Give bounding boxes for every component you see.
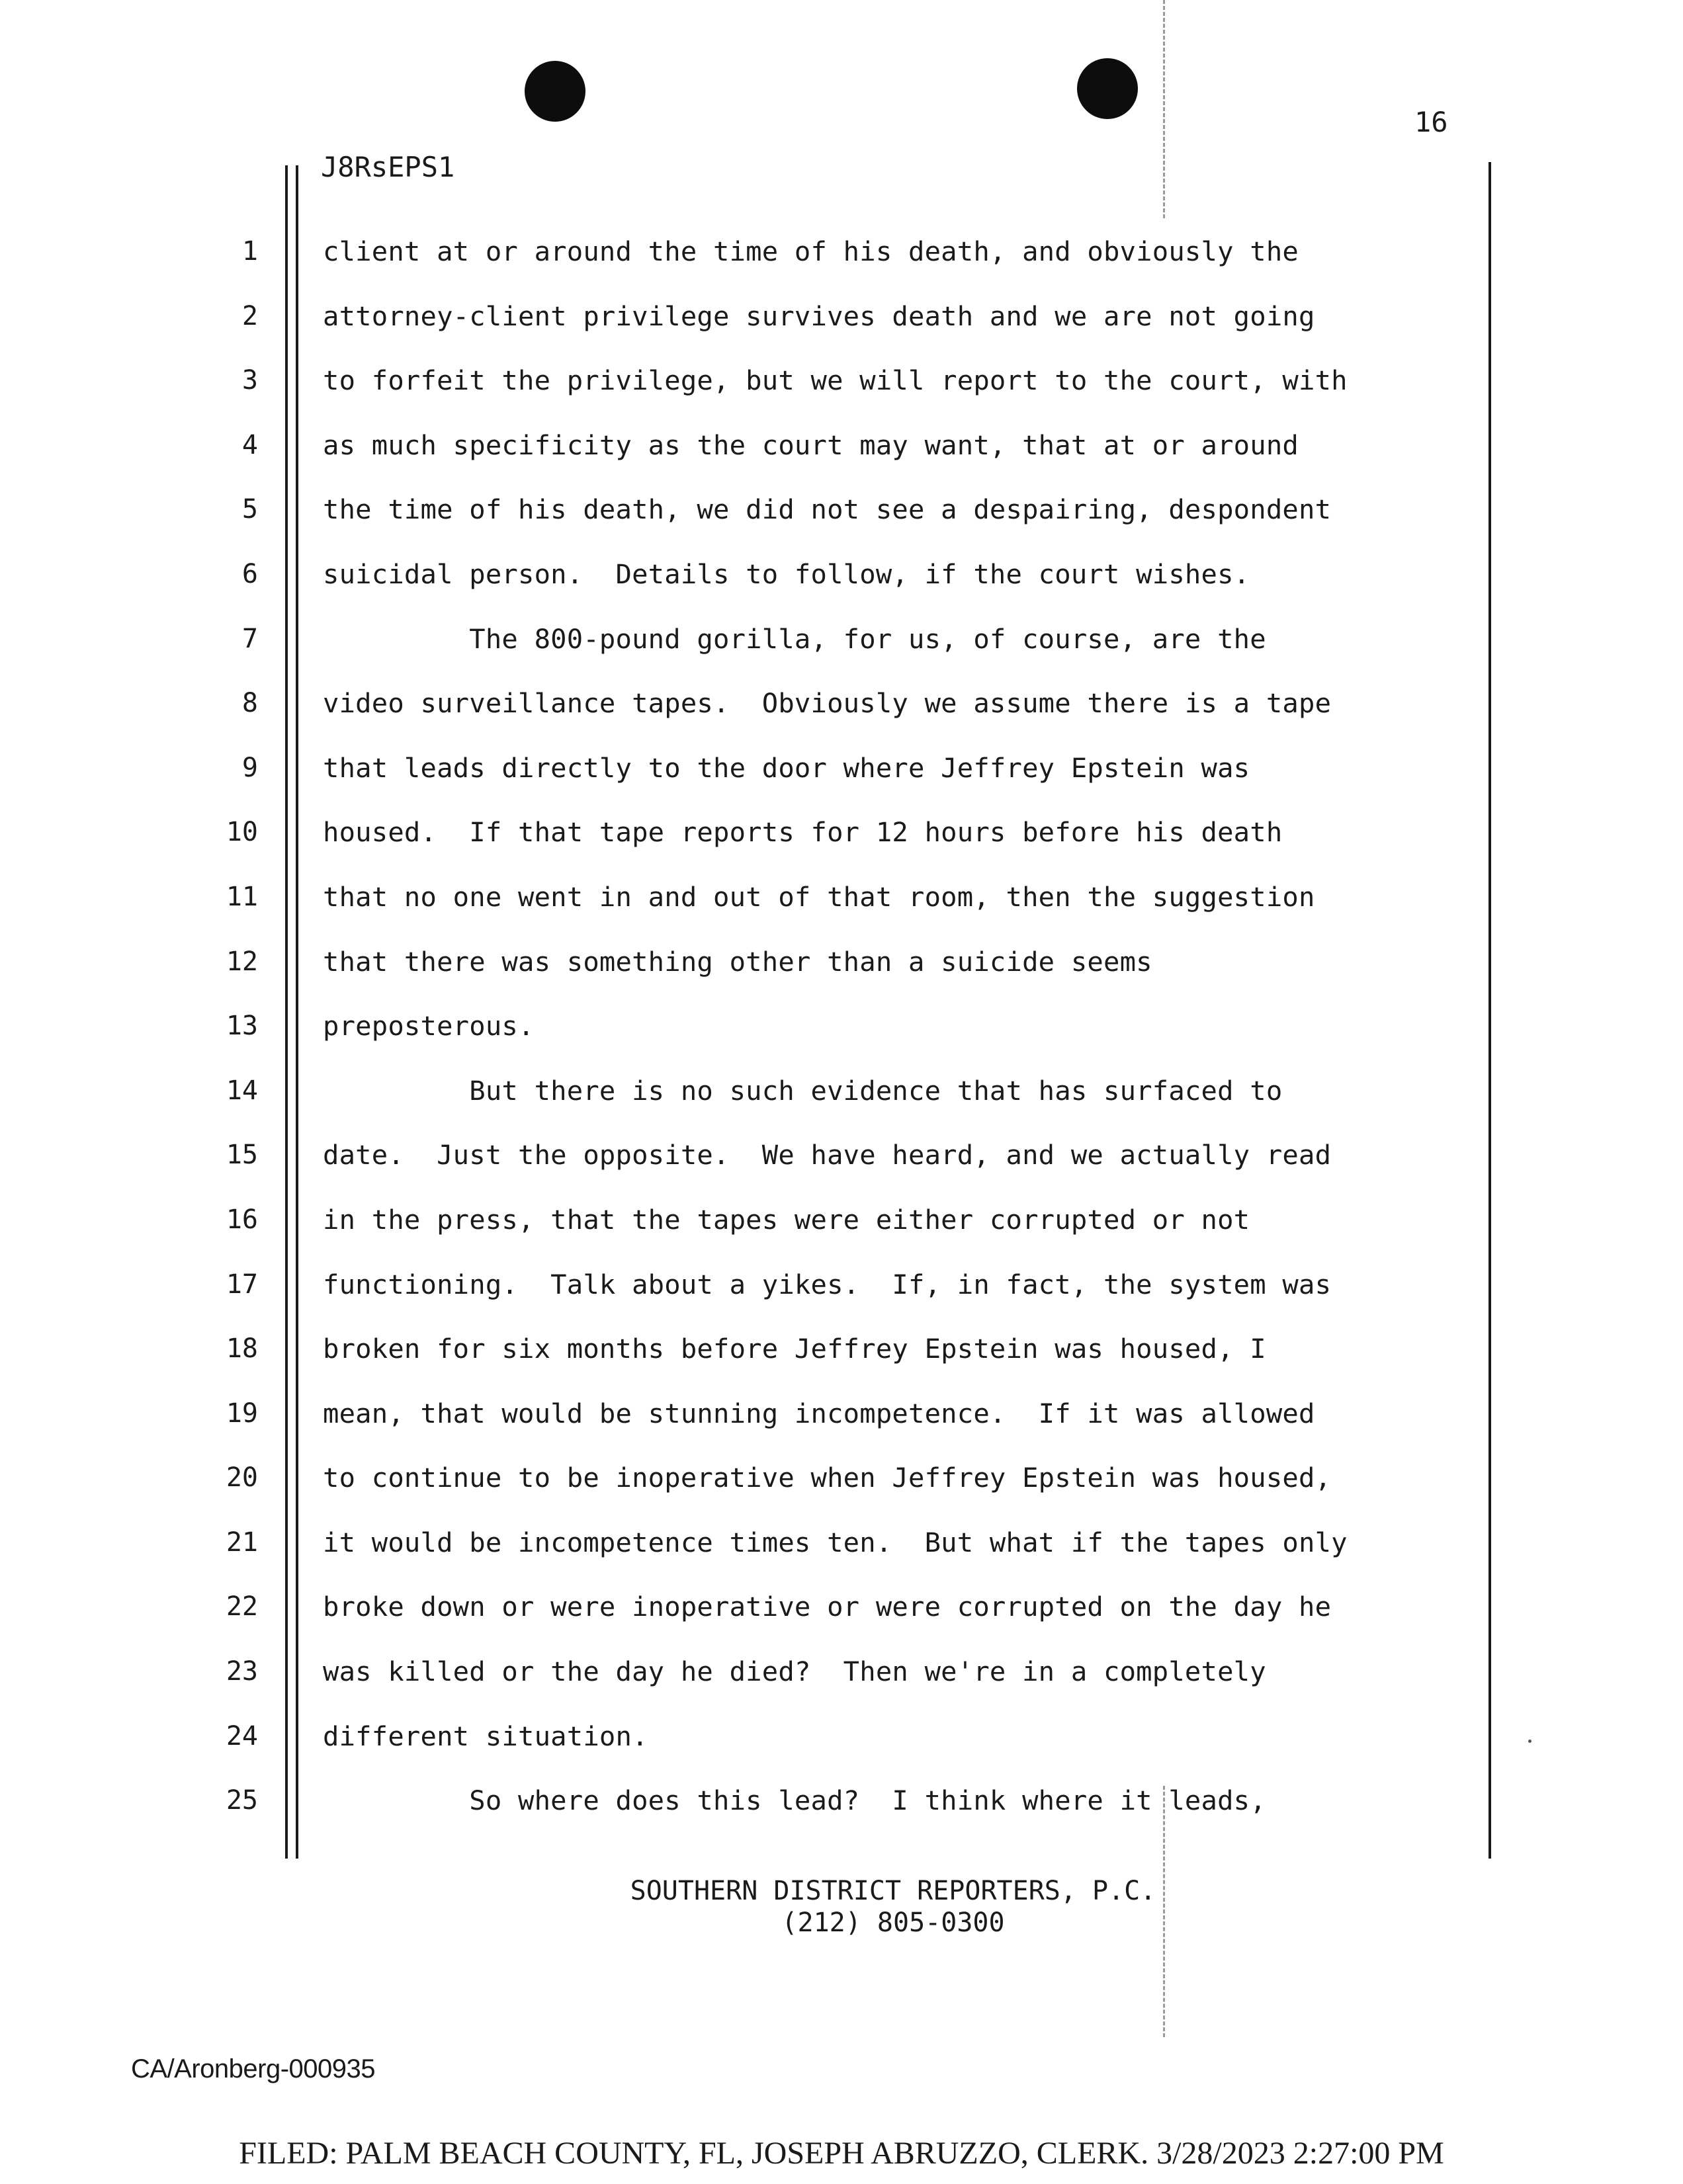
transcript-line: broken for six months before Jeffrey Epstein was housed, I <box>323 1333 1266 1365</box>
page-number: 16 <box>1414 106 1448 138</box>
transcript-line: as much specificity as the court may want, that at or around <box>323 429 1299 461</box>
transcript-line: that no one went in and out of that room, then the suggestion <box>323 880 1315 913</box>
line-number: 3 <box>241 365 258 396</box>
transcript-line: was killed or the day he died? Then we're in a completely <box>323 1656 1266 1688</box>
transcript-line: it would be incompetence times ten. But what if the tapes only <box>323 1526 1348 1558</box>
transcript-body <box>323 231 1467 1845</box>
left-margin-rule-outer <box>285 165 288 1859</box>
transcript-line: functioning. Talk about a yikes. If, in fact, the system was <box>323 1268 1332 1300</box>
line-number: 11 <box>226 881 258 912</box>
transcript-line: to continue to be inoperative when Jeffrey Epstein was housed, <box>323 1462 1332 1494</box>
punch-hole-right <box>1077 58 1138 119</box>
line-number: 14 <box>226 1075 258 1106</box>
line-number: 21 <box>226 1527 258 1558</box>
line-number: 9 <box>241 752 258 783</box>
line-number: 25 <box>226 1785 258 1816</box>
line-number: 10 <box>226 817 258 848</box>
line-number: 17 <box>226 1269 258 1300</box>
transcript-line: video surveillance tapes. Obviously we assume there is a tape <box>323 687 1332 720</box>
transcript-line: different situation. <box>323 1720 648 1752</box>
transcript-line: in the press, that the tapes were either corrupted or not <box>323 1203 1250 1236</box>
line-number: 24 <box>226 1720 258 1751</box>
transcript-line: to forfeit the privilege, but we will report to the court, with <box>323 364 1348 397</box>
line-number: 18 <box>226 1333 258 1365</box>
transcript-line: the time of his death, we did not see a despairing, despondent <box>323 493 1332 526</box>
left-margin-rule-inner <box>296 165 298 1859</box>
filed-stamp: FILED: PALM BEACH COUNTY, FL, JOSEPH ABRUZZO, CLERK. 3/28/2023 2:27:00 PM <box>239 2136 1444 2171</box>
line-number: 23 <box>226 1656 258 1687</box>
line-number: 2 <box>241 300 258 331</box>
line-number: 8 <box>241 688 258 719</box>
transcript-line: that leads directly to the door where Jeffrey Epstein was <box>323 751 1250 784</box>
transcript-line: But there is no such evidence that has surfaced to <box>323 1074 1283 1107</box>
right-margin-rule <box>1489 162 1491 1859</box>
line-number: 5 <box>241 494 258 525</box>
line-number: 15 <box>226 1140 258 1171</box>
line-number: 19 <box>226 1398 258 1429</box>
transcript-line: that there was something other than a suicide seems <box>323 945 1152 978</box>
line-number: 20 <box>226 1462 258 1493</box>
bates-number: CA/Aronberg-000935 <box>131 2054 376 2083</box>
transcript-line: broke down or were inoperative or were corrupted on the day he <box>323 1591 1332 1623</box>
reporter-phone: (212) 805-0300 <box>781 1908 1005 1938</box>
line-number: 22 <box>226 1591 258 1622</box>
line-number: 16 <box>226 1204 258 1235</box>
line-number-column <box>198 231 258 1845</box>
reporter-name: SOUTHERN DISTRICT REPORTERS, P.C. <box>630 1876 1156 1906</box>
transcript-line: mean, that would be stunning incompetence. If it was allowed <box>323 1397 1315 1429</box>
line-number: 1 <box>241 236 258 267</box>
scan-speck <box>1528 1740 1532 1743</box>
line-number: 7 <box>241 623 258 654</box>
transcript-line: attorney-client privilege survives death and we are not going <box>323 300 1315 332</box>
transcript-line: client at or around the time of his death, and obviously the <box>323 235 1299 267</box>
fold-crease-top <box>1163 0 1165 218</box>
transcript-line: suicidal person. Details to follow, if the court wishes. <box>323 558 1250 590</box>
line-number: 12 <box>226 946 258 977</box>
transcript-line: preposterous. <box>323 1010 535 1042</box>
transcript-line: So where does this lead? I think where it leads, <box>323 1785 1266 1817</box>
transcript-line: The 800-pound gorilla, for us, of course, are the <box>323 622 1266 655</box>
transcript-line: date. Just the opposite. We have heard, and we actually read <box>323 1139 1332 1171</box>
transcript-line: housed. If that tape reports for 12 hours before his death <box>323 816 1283 849</box>
line-number: 4 <box>241 429 258 460</box>
line-number: 13 <box>226 1011 258 1042</box>
line-number: 6 <box>241 558 258 589</box>
punch-hole-left <box>525 61 585 122</box>
document-id: J8RsEPS1 <box>321 151 455 183</box>
